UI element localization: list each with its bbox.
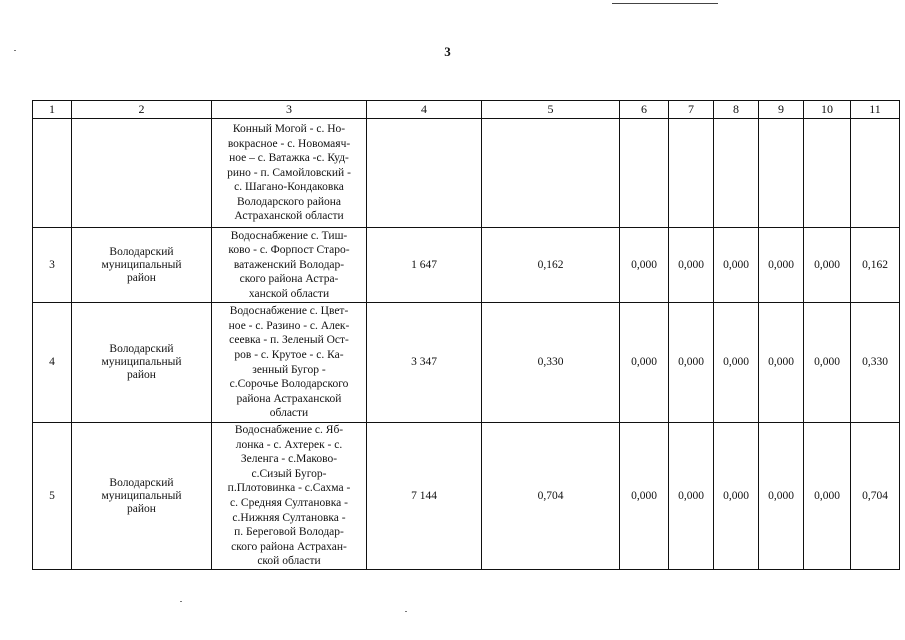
value-cell: 0,000: [759, 303, 804, 423]
district-cell: Володарский муниципальный район: [72, 423, 212, 570]
value-cell: 0,000: [804, 423, 851, 570]
value-cell: [620, 119, 669, 228]
column-header: 5: [482, 101, 620, 119]
column-header: 9: [759, 101, 804, 119]
value-cell: [804, 119, 851, 228]
row-number: 5: [33, 423, 72, 570]
value-cell: 0,162: [851, 228, 900, 303]
value-cell: 0,000: [669, 423, 714, 570]
value-cell: 0,000: [714, 303, 759, 423]
value-cell: 1 647: [367, 228, 482, 303]
value-cell: 0,000: [714, 423, 759, 570]
column-header: 4: [367, 101, 482, 119]
value-cell: 0,704: [482, 423, 620, 570]
value-cell: [669, 119, 714, 228]
description-cell: Конный Могой - с. Но- вокрасное - с. Новомаяч- ное – с. Ватажка -с. Куд- рино - п. Самойловский - с. Шагано-Кондаковка Володарского района Астраханской области: [212, 119, 367, 228]
column-header: 3: [212, 101, 367, 119]
value-cell: 0,330: [851, 303, 900, 423]
value-cell: [714, 119, 759, 228]
value-cell: 0,000: [804, 303, 851, 423]
value-cell: 0,000: [620, 303, 669, 423]
table-row: [33, 228, 900, 303]
table-row: [33, 303, 900, 423]
description-cell: Водоснабжение с. Яб- лонка - с. Ахтерек - с. Зеленга - с.Маково- с.Сизый Бугор- п.Плотовинка - с.Сахма - с. Средняя Султановка - с.Нижняя Султановка - п. Береговой Володар- ского района Астрахан- ской области: [212, 423, 367, 570]
column-header: 7: [669, 101, 714, 119]
value-cell: 0,000: [620, 228, 669, 303]
description-cell: Водоснабжение с. Тиш- ково - с. Форпост Старо- ватаженский Володар- ского района Астра- ханской области: [212, 228, 367, 303]
scan-speck: [14, 50, 16, 51]
table-row: [33, 423, 900, 570]
page-number: 3: [444, 44, 451, 59]
value-cell: 0,330: [482, 303, 620, 423]
scan-speck: [405, 611, 407, 612]
scan-speck: [180, 601, 182, 602]
district-cell: [72, 119, 212, 228]
value-cell: 0,000: [804, 228, 851, 303]
value-cell: [759, 119, 804, 228]
table-header-row: [33, 101, 900, 119]
value-cell: 0,000: [714, 228, 759, 303]
district-cell: Володарский муниципальный район: [72, 303, 212, 423]
header-rule: [612, 3, 718, 4]
value-cell: [482, 119, 620, 228]
value-cell: 0,000: [759, 228, 804, 303]
value-cell: 7 144: [367, 423, 482, 570]
column-header: 11: [851, 101, 900, 119]
value-cell: 0,704: [851, 423, 900, 570]
row-number: 4: [33, 303, 72, 423]
table-row: [33, 119, 900, 228]
column-header: 2: [72, 101, 212, 119]
row-number: 3: [33, 228, 72, 303]
description-cell: Водоснабжение с. Цвет- ное - с. Разино - с. Алек- сеевка - п. Зеленый Ост- ров - с. Крутое - с. Ка- зенный Бугор - с.Сорочье Володарского района Астраханской области: [212, 303, 367, 423]
district-cell: Володарский муниципальный район: [72, 228, 212, 303]
value-cell: 0,000: [669, 303, 714, 423]
value-cell: 0,000: [669, 228, 714, 303]
column-header: 10: [804, 101, 851, 119]
value-cell: 0,162: [482, 228, 620, 303]
data-table: [32, 100, 900, 570]
column-header: 8: [714, 101, 759, 119]
value-cell: [851, 119, 900, 228]
value-cell: 0,000: [620, 423, 669, 570]
value-cell: 3 347: [367, 303, 482, 423]
column-header: 1: [33, 101, 72, 119]
value-cell: [367, 119, 482, 228]
value-cell: 0,000: [759, 423, 804, 570]
column-header: 6: [620, 101, 669, 119]
row-number: [33, 119, 72, 228]
